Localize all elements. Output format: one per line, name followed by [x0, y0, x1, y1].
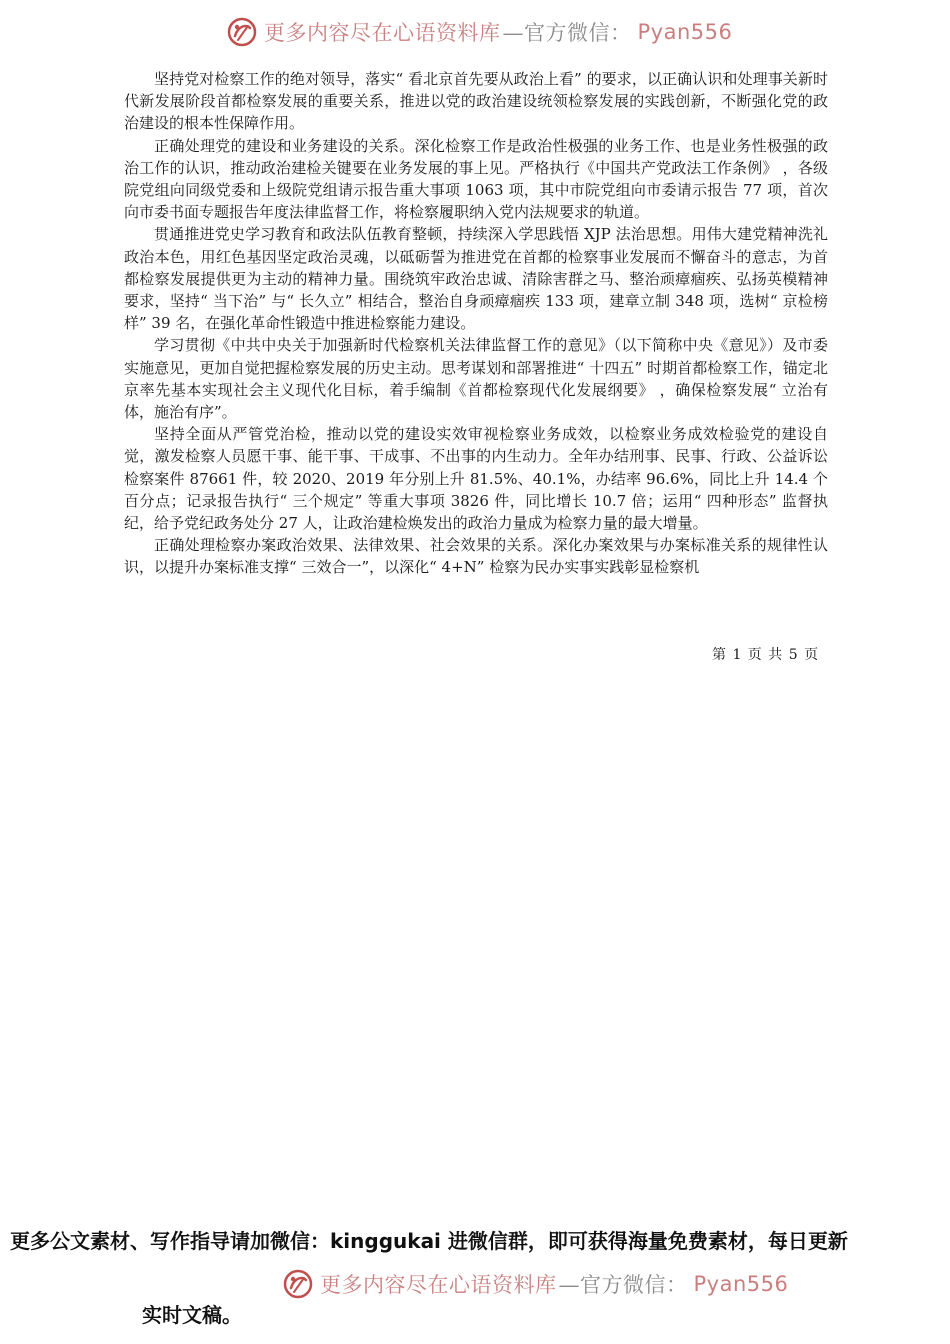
watermark-wechat-id: Pyan556: [637, 20, 733, 44]
footer-watermark: [282, 1268, 788, 1300]
watermark-wechat-label: —官方微信：: [502, 21, 632, 45]
watermark-wechat-label: —官方微信：: [558, 1273, 688, 1297]
watermark-text: 更多内容尽在心语资料库: [320, 1273, 557, 1297]
paragraph: 贯通推进党史学习教育和政法队伍教育整顿，持续深入学思践悟 XJP 法治思想。用伟大建党精神洗礼政治本色，用红色基因坚定政治灵魂，以砥砺誓为推进党在首都的检察事业发展而不懈奋斗的意志，为首都检察发展提供更为主动的精神力量。围绕筑牢政治忠诚、清除害群之马、整治顽瘴痼疾、弘扬英模精神要求，坚持“ 当下治” 与“ 长久立” 相结合，整治自身顽瘴痼疾 133 项，建章立制 348 项，选树“ 京检榜样” 39 名，在强化革命性锻造中推进检察能力建设。: [124, 225, 828, 333]
paragraph: 正确处理检察办案政治效果、法律效果、社会效果的关系。深化办案效果与办案标准关系的规律性认识，以提升办案标准支撑“ 三效合一”，以深化“ 4+N” 检察为民办实事实践彰显检察机: [124, 536, 828, 577]
brand-logo-icon: [282, 1268, 314, 1300]
paragraph: 坚持党对检察工作的绝对领导，落实“ 看北京首先要从政治上看” 的要求，以正确认识和处理事关新时代新发展阶段首都检察发展的重要关系，推进以党的政治建设统领检察发展的实践创新，不断强化党的政治建设的根本性保障作用。: [124, 70, 828, 133]
watermark-text: 更多内容尽在心语资料库: [264, 21, 501, 45]
watermark-wechat-id: Pyan556: [693, 1272, 789, 1296]
paragraph: 正确处理党的建设和业务建设的关系。深化检察工作是政治性极强的业务工作、也是业务性极强的政治工作的认识，推动政治建检关键要在业务发展的事上见。严格执行《中国共产党政法工作条例》 ，各级院党组向同级党委和上级院党组请示报告重大事项 1063 项，其中市院党组向市委请示报告 77 项，首次向市委书面专题报告年度法律监督工作，将检察履职纳入党内法规要求的轨道。: [124, 136, 828, 222]
paragraph: 学习贯彻《中共中央关于加强新时代检察机关法律监督工作的意见》（以下简称中央《意见》）及市委实施意见，更加自觉把握检察发展的历史主动。思考谋划和部署推进“ 十四五” 时期首都检察工作，锚定北京率先基本实现社会主义现代化目标，着手编制《首都检察现代化发展纲要》 ，确保检察发展“ 立治有体，施治有序”。: [124, 336, 828, 422]
footer-promo-line-1: 更多公文素材、写作指导请加微信：kinggukai 进微信群，即可获得海量免费素材，每日更新: [10, 1229, 848, 1253]
header-watermark: [226, 16, 732, 48]
brand-logo-icon: [226, 16, 258, 48]
paragraph: 坚持全面从严管党治检，推动以党的建设实效审视检察业务成效，以检察业务成效检验党的建设自觉，激发检察人员愿干事、能干事、干成事、不出事的内生动力。全年办结刑事、民事、行政、公益诉讼检察案件 87661 件，较 2020、2019 年分别上升 81.5%、40.1%，办结率 96.6%，同比上升 14.4 个百分点；记录报告执行“ 三个规定” 等重大事项 3826 件，同比增长 10.7 倍；运用“ 四种形态” 监督执纪，给予党纪政务处分 27 人，让政治建检焕发出的政治力量成为检察力量的最大增量。: [124, 425, 828, 533]
document-body: [124, 68, 828, 579]
footer-promo-line-2: 实时文稿。: [142, 1303, 242, 1327]
page-number: 第 1 页 共 5 页: [712, 647, 820, 663]
